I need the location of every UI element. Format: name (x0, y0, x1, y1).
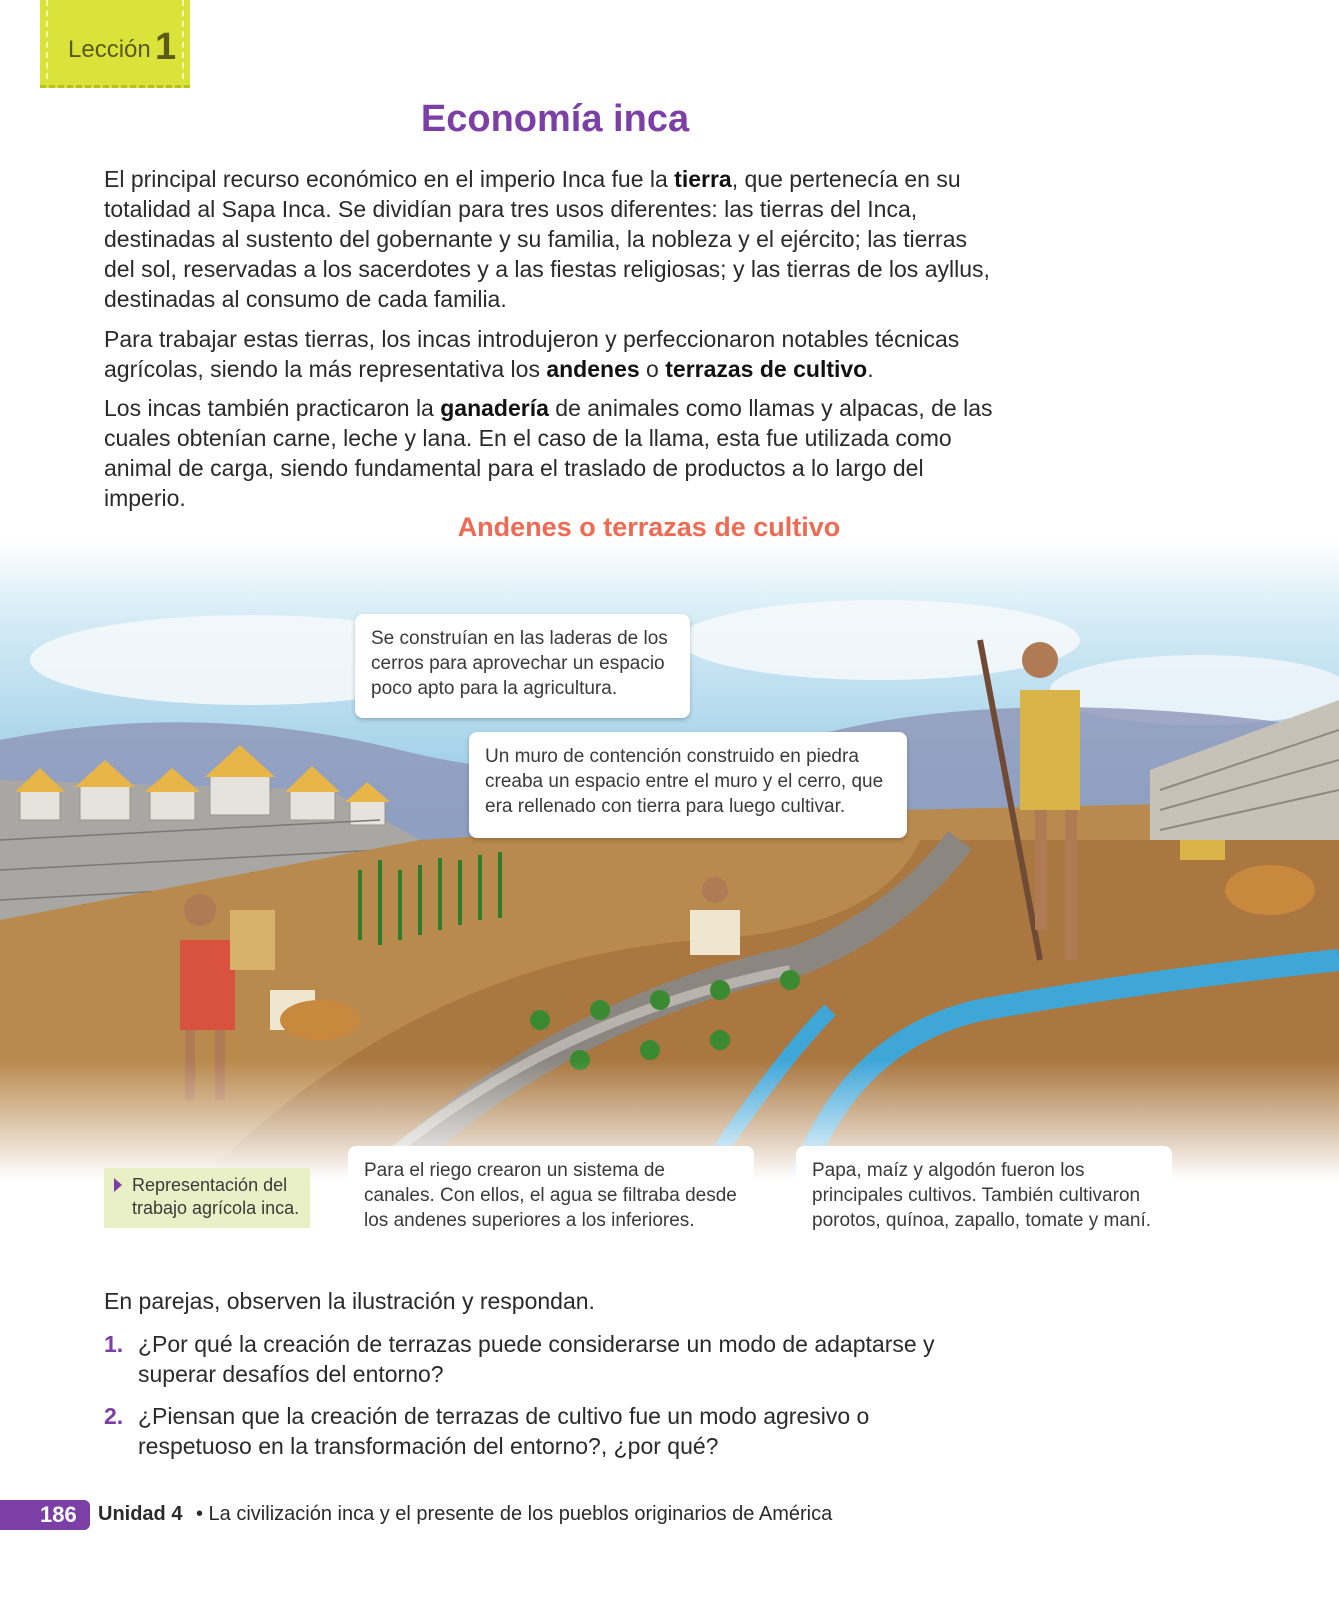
question-number: 2. (104, 1403, 124, 1429)
question-text: ¿Por qué la creación de terrazas puede considerarse un modo de adaptarse y superar desafíos del entorno? (138, 1331, 935, 1387)
activity-instruction: En parejas, observen la ilustración y respondan. (104, 1288, 595, 1314)
lesson-number: 1 (155, 26, 177, 68)
illustration-caption (104, 1168, 310, 1228)
caption-text: Representación del trabajo agrícola inca. (132, 1175, 300, 1218)
question-text: ¿Piensan que la creación de terrazas de cultivo fue un modo agresivo o respetuoso en la transformación del entorno?, ¿por qué? (138, 1403, 870, 1459)
page-title: Economía inca (420, 98, 690, 140)
intro-paragraph: El principal recurso económico en el imperio Inca fue la tierra, que pertenecía en su totalidad al Sapa Inca. Se dividían para tres usos diferentes: las tierras del Inca, destinadas al sustento del gobernante y su familia, la nobleza y el ejército; las tierras del sol, reservadas a los sacerdotes y a las fiestas religiosas; y las tierras de los ayllus, destinadas al consumo de cada familia. (104, 166, 990, 312)
callout-irrigation: Para el riego crearon un sistema de canales. Con ellos, el agua se filtraba desde los andenes superiores a los inferiores. (348, 1146, 754, 1252)
illustration-title: Andenes o terrazas de cultivo (457, 512, 841, 542)
footer-unit: Unidad 4 (98, 1503, 183, 1525)
callout-crops: Papa, maíz y algodón fueron los principales cultivos. También cultivaron porotos, quínoa, zapallo, tomate y maní. (796, 1146, 1172, 1252)
lesson-tab (40, 0, 190, 88)
callout-slopes: Se construían en las laderas de los cerros para aprovechar un espacio poco apto para la agricultura. (355, 614, 690, 718)
lesson-label: Lección (68, 36, 151, 63)
question-number: 1. (104, 1331, 124, 1357)
techniques-paragraph: Para trabajar estas tierras, los incas introdujeron y perfeccionaron notables técnicas agrícolas, siendo la más representativa los andenes o terrazas de cultivo. (104, 326, 960, 382)
livestock-paragraph: Los incas también practicaron la ganadería de animales como llamas y alpacas, de las cuales obtenían carne, leche y lana. En el caso de la llama, esta fue utilizada como animal de carga, siendo fundamental para el traslado de productos a lo largo del imperio. (104, 395, 993, 511)
question-item (104, 1329, 984, 1389)
callout-retaining-wall: Un muro de contención construido en piedra creaba un espacio entre el muro y el cerro, que era rellenado con tierra para luego cultivar. (469, 732, 907, 838)
question-item (104, 1401, 984, 1461)
caption-marker-icon (114, 1178, 122, 1192)
footer-unit-title: • La civilización inca y el presente de los pueblos originarios de América (196, 1503, 833, 1525)
page-number: 186 (40, 1502, 77, 1527)
